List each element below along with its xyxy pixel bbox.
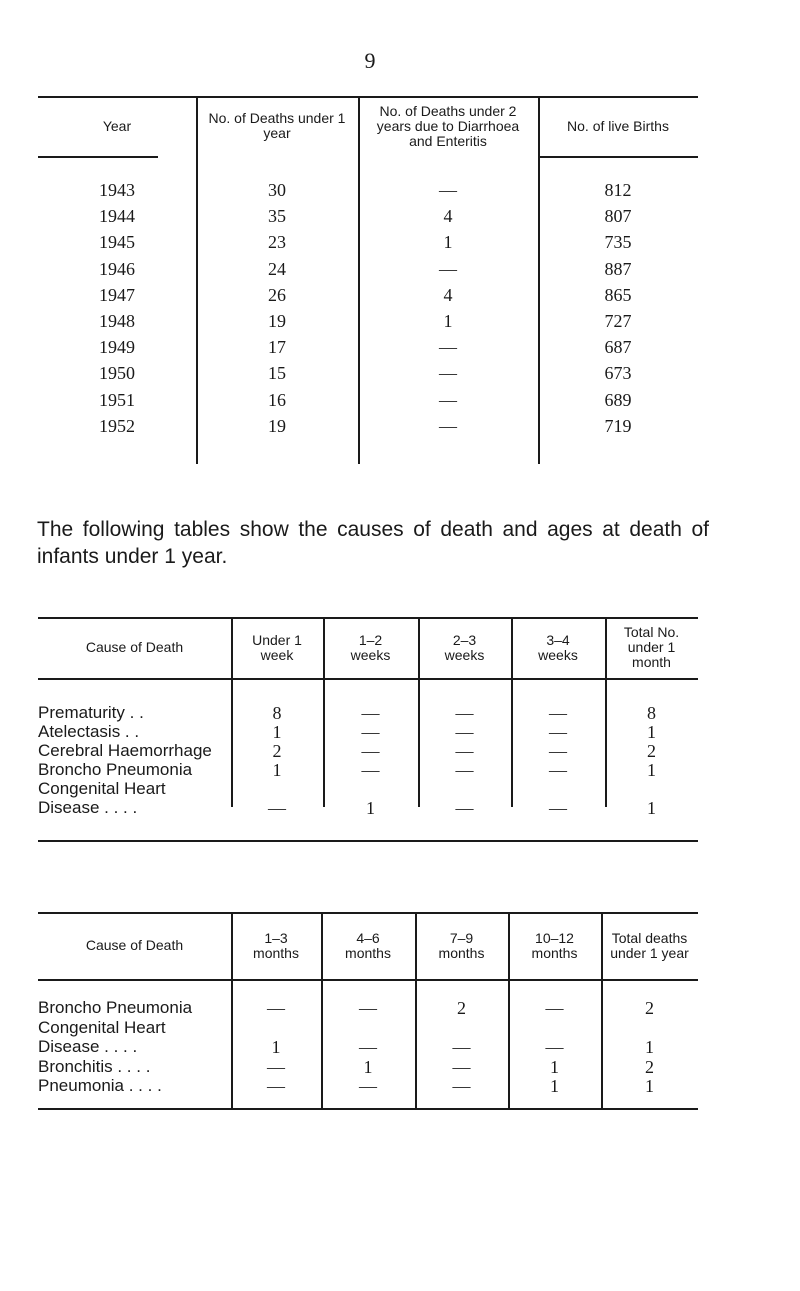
year-cell: 1952 — [99, 415, 135, 436]
header-total-under-1-month: Total No. under 1 month — [623, 624, 680, 670]
under-1-week-cell: 1 — [272, 722, 282, 742]
total-under-1-month-cell: 1 — [647, 798, 656, 818]
live-births-cell: 807 — [604, 206, 632, 227]
cause-cell: Broncho Pneumonia — [38, 760, 193, 779]
2-3-weeks-cell: — — [455, 760, 474, 780]
deaths-under-1-cell: 16 — [268, 389, 286, 410]
header-1-3-months: 1–3 months — [253, 929, 299, 961]
4-6-months-cell: — — [359, 998, 377, 1018]
10-12-months-cell: — — [545, 998, 564, 1018]
live-births-cell: 687 — [604, 337, 632, 358]
total-under-1-month-cell: 1 — [647, 722, 656, 742]
diarrhoea-deaths-cell: — — [439, 258, 457, 279]
1-3-months-cell: — — [267, 1057, 285, 1077]
total-under-1-year-cell: 2 — [645, 1057, 654, 1077]
deaths-under-1-cell: 30 — [268, 180, 286, 200]
4-6-months-cell: 1 — [363, 1057, 373, 1077]
year-cell: 1951 — [99, 389, 135, 410]
cause-cell: Pneumonia . . . . — [38, 1076, 162, 1095]
total-under-1-month-cell: 1 — [647, 760, 656, 780]
10-12-months-cell: 1 — [550, 1076, 559, 1096]
year-cell: 1947 — [99, 284, 135, 305]
year-cell: 1946 — [99, 258, 135, 279]
10-12-months-cell: — — [545, 1037, 564, 1057]
4-6-months-cell: — — [359, 1037, 377, 1057]
header-1-2-weeks: 1–2 weeks — [350, 631, 391, 663]
live-births-cell: 865 — [604, 284, 632, 305]
diarrhoea-deaths-cell: 4 — [443, 284, 453, 305]
diarrhoea-deaths-cell: — — [439, 337, 457, 358]
cause-cell: Congenital Heart — [38, 779, 166, 798]
cause-cell: Prematurity . . — [38, 703, 144, 722]
header-4-6-months: 4–6 months — [345, 929, 391, 961]
live-births-cell: 735 — [604, 232, 632, 253]
header-10-12-months: 10–12 months — [531, 929, 578, 961]
cause-cell: Atelectasis . . — [38, 722, 140, 741]
cause-cell: Disease . . . . — [38, 1037, 138, 1056]
1-2-weeks-cell: 1 — [366, 798, 375, 818]
year-cell: 1945 — [99, 232, 135, 253]
diarrhoea-deaths-cell: 4 — [443, 206, 453, 227]
header-rule — [38, 678, 698, 680]
cause-cell: Disease . . . . — [38, 798, 138, 817]
live-births-cell: 689 — [604, 389, 632, 410]
year-cell: 1943 — [99, 180, 135, 200]
diarrhoea-deaths-cell: 1 — [443, 311, 453, 331]
table-row — [38, 1076, 698, 1098]
7-9-months-cell: — — [452, 1076, 471, 1096]
3-4-weeks-cell: — — [549, 760, 567, 780]
1-3-months-cell: — — [267, 998, 285, 1018]
under-1-week-cell: 1 — [272, 760, 282, 780]
4-6-months-cell: — — [359, 1076, 377, 1096]
7-9-months-cell: — — [452, 1057, 471, 1077]
diarrhoea-deaths-cell: — — [439, 415, 457, 436]
table-bottom-rule — [38, 1108, 698, 1110]
table-row — [38, 259, 698, 285]
deaths-under-1-cell: 35 — [268, 206, 286, 227]
cause-cell: Cerebral Haemorrhage — [38, 741, 212, 760]
deaths-under-1-cell: 26 — [268, 284, 286, 305]
1-3-months-cell: 1 — [271, 1037, 281, 1057]
header-cause: Cause of Death — [85, 937, 184, 953]
live-births-cell: 727 — [604, 311, 632, 331]
cause-cell: Bronchitis . . . . — [38, 1057, 151, 1076]
diarrhoea-deaths-cell: 1 — [443, 232, 453, 253]
total-under-1-year-cell: 2 — [645, 998, 654, 1018]
under-1-week-cell: 2 — [272, 741, 282, 761]
year-cell: 1950 — [99, 363, 135, 384]
header-7-9-months: 7–9 months — [438, 929, 485, 961]
1-2-weeks-cell: — — [361, 760, 380, 780]
1-2-weeks-cell: — — [361, 741, 380, 761]
header-diarrhoea-deaths: No. of Deaths under 2 years due to Diarrhoea and Enteritis — [376, 102, 520, 149]
header-deaths-under-1: No. of Deaths under 1 year — [208, 110, 346, 141]
2-3-weeks-cell: — — [455, 741, 474, 761]
diarrhoea-deaths-cell: — — [439, 363, 457, 384]
table-row — [38, 232, 698, 258]
header-rule — [38, 979, 698, 981]
under-1-week-cell: 8 — [272, 703, 282, 723]
deaths-under-1-cell: 15 — [268, 363, 286, 384]
table-row — [38, 798, 698, 820]
table-row — [38, 998, 698, 1020]
header-year: Year — [102, 117, 132, 134]
cause-cell: Broncho Pneumonia — [38, 998, 193, 1017]
header-3-4-weeks: 3–4 weeks — [538, 631, 578, 663]
header-rule — [38, 156, 158, 158]
live-births-cell: 887 — [604, 258, 632, 279]
total-under-1-year-cell: 1 — [645, 1037, 654, 1057]
3-4-weeks-cell: — — [549, 703, 567, 723]
3-4-weeks-cell: — — [549, 741, 567, 761]
1-3-months-cell: — — [267, 1076, 285, 1096]
page-number: 9 — [364, 48, 376, 73]
total-under-1-year-cell: 1 — [645, 1076, 654, 1096]
diarrhoea-deaths-cell: — — [439, 389, 457, 410]
table-row — [38, 206, 698, 232]
7-9-months-cell: — — [452, 1037, 471, 1057]
diarrhoea-deaths-cell: — — [439, 180, 457, 200]
table-row — [38, 311, 698, 337]
table-bottom-rule — [38, 840, 698, 842]
under-1-week-cell: — — [268, 798, 286, 818]
deaths-under-1-cell: 19 — [268, 311, 286, 331]
1-2-weeks-cell: — — [361, 703, 380, 723]
table-row — [38, 390, 698, 416]
table-row — [38, 363, 698, 389]
deaths-under-1-cell: 23 — [268, 232, 286, 253]
header-2-3-weeks: 2–3 weeks — [444, 631, 485, 663]
cause-cell: Congenital Heart — [38, 1018, 166, 1037]
2-3-weeks-cell: — — [455, 798, 474, 818]
table-row — [38, 337, 698, 363]
intro-paragraph: The following tables show the causes of death and ages at death of infants under 1 year. — [37, 518, 709, 568]
3-4-weeks-cell: — — [549, 798, 567, 818]
live-births-cell: 673 — [604, 363, 632, 384]
header-live-births: No. of live Births — [567, 117, 669, 134]
10-12-months-cell: 1 — [550, 1057, 559, 1077]
year-cell: 1944 — [99, 206, 135, 227]
header-rule — [538, 156, 698, 158]
3-4-weeks-cell: — — [549, 722, 567, 742]
table-row — [38, 416, 698, 442]
total-under-1-month-cell: 8 — [647, 703, 656, 723]
deaths-under-1-cell: 24 — [268, 258, 286, 279]
2-3-weeks-cell: — — [455, 722, 474, 742]
header-cause: Cause of Death — [85, 639, 184, 655]
1-2-weeks-cell: — — [361, 722, 380, 742]
total-under-1-month-cell: 2 — [647, 741, 656, 761]
year-cell: 1949 — [99, 337, 135, 358]
7-9-months-cell: 2 — [457, 998, 466, 1018]
year-cell: 1948 — [99, 311, 135, 331]
live-births-cell: 812 — [604, 180, 632, 200]
table-row — [38, 180, 698, 206]
deaths-under-1-cell: 19 — [268, 415, 286, 436]
2-3-weeks-cell: — — [455, 703, 474, 723]
live-births-cell: 719 — [604, 415, 632, 436]
table-row — [38, 285, 698, 311]
header-total-under-1-year: Total deaths under 1 year — [610, 929, 689, 961]
header-under-1-week: Under 1 week — [252, 631, 302, 663]
table-row — [38, 1037, 698, 1059]
deaths-under-1-cell: 17 — [268, 337, 286, 358]
